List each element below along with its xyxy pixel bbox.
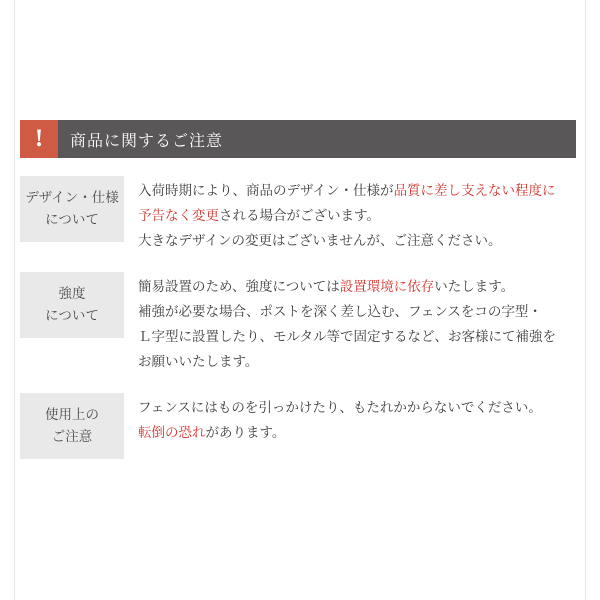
text-run-highlight: 設置環境に依存: [339, 279, 435, 295]
section-line: [138, 179, 580, 204]
text-run: 大きなデザインの変更はございませんが、ご注意ください。: [138, 233, 502, 249]
section-label-line: について: [45, 212, 99, 228]
text-run: があります。: [205, 425, 286, 441]
section-line: [138, 204, 580, 229]
section-line: [138, 300, 580, 325]
text-run: 入荷時期により、商品のデザイン・仕様が: [138, 183, 394, 199]
notice-header-bar: [58, 120, 576, 158]
section-line: [138, 350, 580, 375]
section-label-line: デザイン・仕様: [25, 190, 119, 206]
section-label: [20, 272, 124, 338]
text-run-highlight: 転倒の恐れ: [138, 425, 206, 441]
exclamation-glyph: !: [34, 125, 44, 152]
notice-content: [20, 120, 580, 477]
text-run: される場合がございます。: [219, 208, 380, 224]
notice-sections: [20, 176, 580, 459]
section-line: [138, 396, 580, 421]
section-body: [124, 272, 580, 375]
page-title: 商品に関するご注意: [70, 130, 224, 150]
section-label: [20, 393, 124, 459]
text-run: 簡易設置のため、強度については: [138, 279, 340, 295]
section-line: [138, 275, 580, 300]
section-line: [138, 421, 580, 446]
text-run-highlight: 品質に差し支えない程度に: [393, 183, 556, 199]
section-label-line: 使用上の: [45, 407, 99, 423]
notice-header: [20, 120, 576, 158]
text-run: 補強が必要な場合、ポストを深く差し込む、フェンスをコの字型・: [138, 304, 542, 320]
text-run: いたします。: [434, 279, 515, 295]
text-run: フェンスにはものを引っかけたり、もたれかからないでください。: [138, 400, 542, 416]
section-line: [138, 325, 580, 350]
section-label-line: について: [45, 308, 99, 324]
page-right-margin: [585, 0, 600, 600]
section-line: [138, 229, 580, 254]
section-label-line: ご注意: [51, 429, 93, 445]
text-run: Ｌ字型に設置したり、モルタル等で固定するなど、お客様にて補強を: [138, 329, 556, 345]
notice-row: [20, 272, 580, 375]
notice-row: [20, 393, 580, 459]
exclamation-icon: [20, 120, 58, 158]
section-label-line: 強度: [58, 286, 86, 302]
notice-row: [20, 176, 580, 254]
section-body: [124, 176, 580, 254]
text-run-highlight: 予告なく変更: [138, 208, 219, 224]
page-left-margin: [0, 0, 15, 600]
section-body: [124, 393, 580, 446]
section-label: [20, 176, 124, 242]
text-run: お願いいたします。: [138, 354, 259, 370]
